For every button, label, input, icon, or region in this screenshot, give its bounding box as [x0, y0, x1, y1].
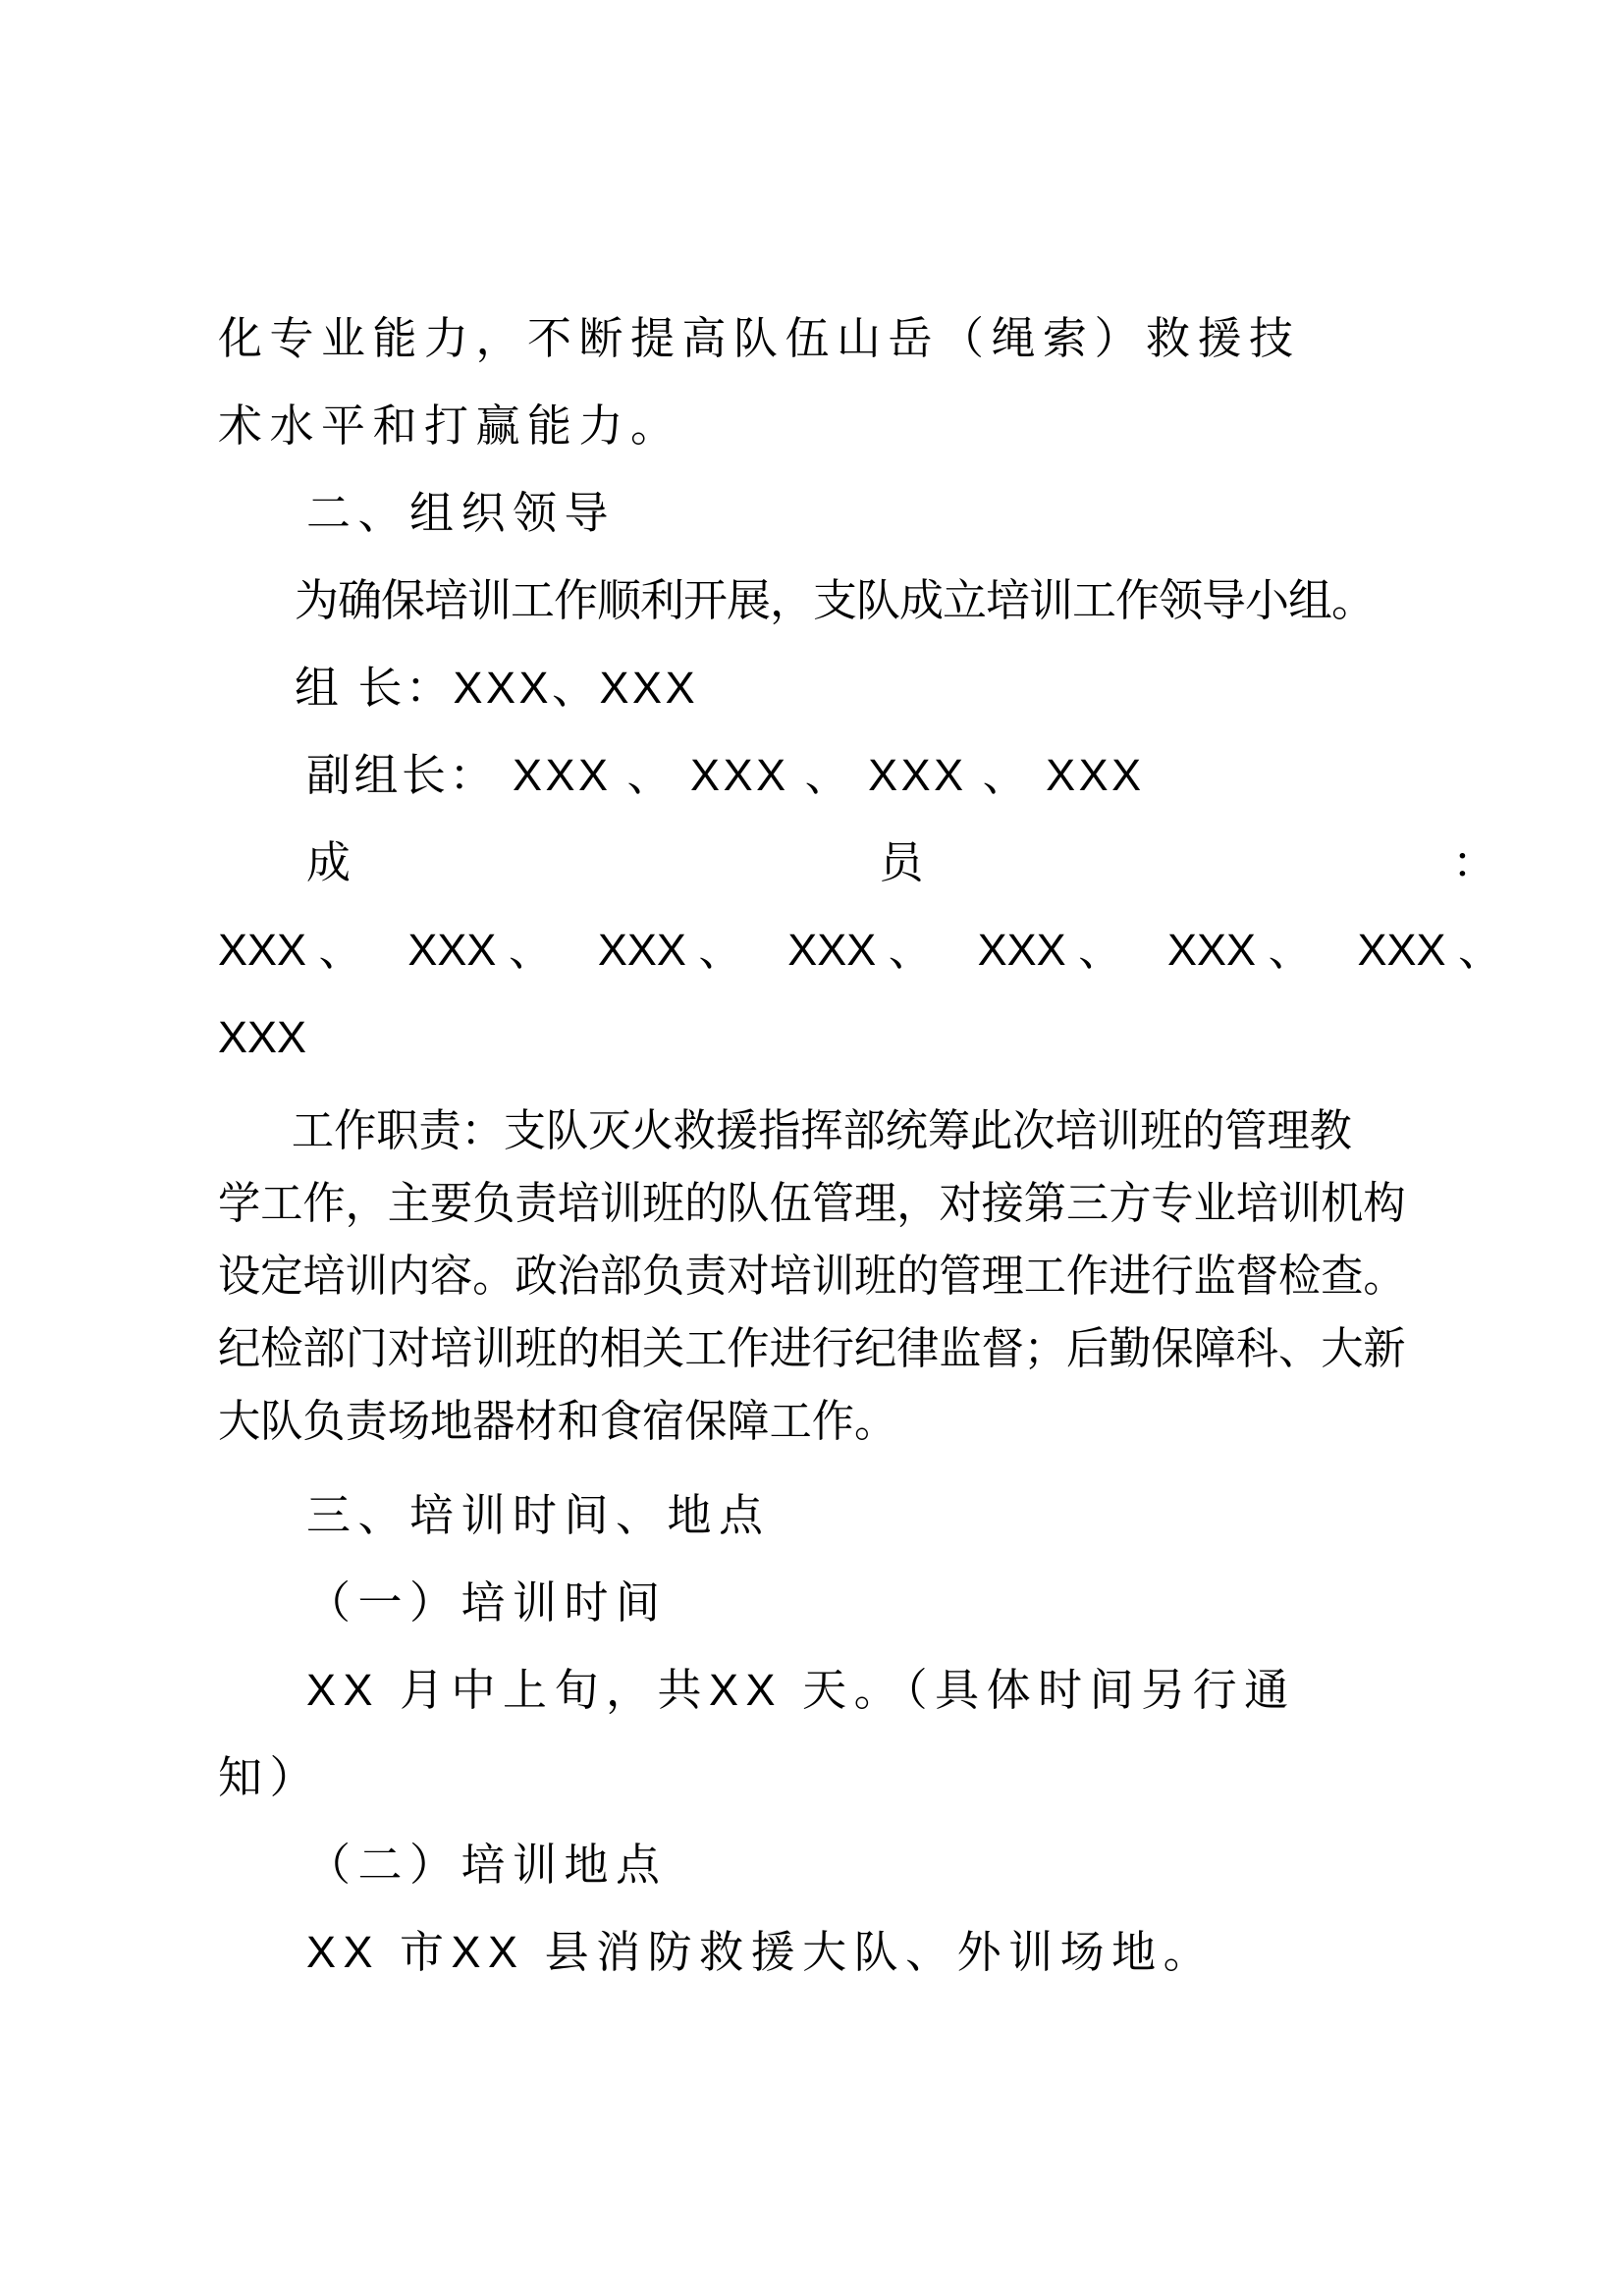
section-heading-two: 二、组织领导 [306, 488, 617, 538]
training-place-line: XX 市XX 县消防救援大队、外训场地。 [306, 1927, 1216, 1977]
spacer [218, 1458, 1502, 1471]
deputy-leader-row: 副组长： XXX 、 XXX 、 XXX 、 XXX [306, 750, 1145, 800]
spacer [218, 1081, 1502, 1095]
paragraph-line: 为确保培训工作顺利开展，支队成立培训工作领导小组。 [295, 575, 1376, 625]
members-label-middle: 员 [879, 837, 924, 887]
roster-item: XXX 、 [977, 925, 1123, 975]
roster-item: XXX 、 [1167, 925, 1313, 975]
group-leader-row: 组 长：XXX、XXX [295, 663, 699, 713]
members-roster-row [218, 906, 1502, 993]
duties-line: 学工作，主要负责培训班的队伍管理，对接第三方专业培训机构 [218, 1178, 1406, 1228]
roster-item: XXX 、 [218, 925, 363, 975]
training-time-line: XX 月中上旬，共XX 天。（具体时间另行通 [306, 1665, 1296, 1715]
members-label-row [218, 819, 1502, 906]
subsection-heading-one: （一）培训时间 [306, 1577, 668, 1628]
roster-item: XXX 、 [407, 925, 553, 975]
section-heading-three: 三、培训时间、地点 [306, 1490, 771, 1540]
roster-item: XXX 、 [597, 925, 743, 975]
paragraph-line: 术水平和打赢能力。 [218, 400, 682, 451]
members-label-colon: ： [1451, 837, 1496, 887]
training-time-line: 知） [218, 1752, 322, 1802]
duties-line: 纪检部门对培训班的相关工作进行纪律监督；后勤保障科、大新 [218, 1323, 1406, 1373]
document-body [218, 294, 1502, 1996]
roster-item: XXX 、 [787, 925, 933, 975]
duties-line: 大队负责场地器材和食宿保障工作。 [218, 1396, 897, 1446]
duties-line: 设定培训内容。政治部负责对培训班的管理工作进行监督检查。 [218, 1251, 1406, 1301]
duties-line: 工作职责：支队灭火救援指挥部统筹此次培训班的管理教 [291, 1105, 1352, 1155]
members-roster-overflow: XXX [218, 1012, 307, 1062]
roster-item: XXX 、 [1357, 925, 1502, 975]
members-label-left: 成 [306, 837, 352, 887]
paragraph-line: 化专业能力，不断提高队伍山岳（绳索）救援技 [218, 313, 1301, 363]
subsection-heading-two: （二）培训地点 [306, 1840, 668, 1890]
